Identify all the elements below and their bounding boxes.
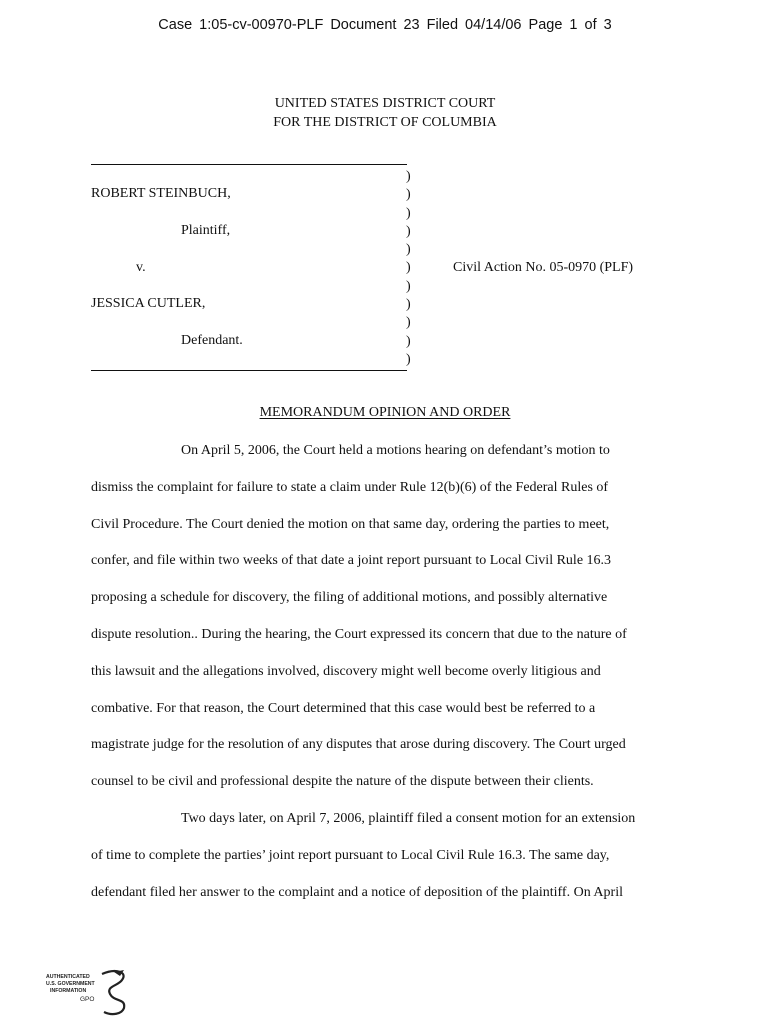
document-title-text: MEMORANDUM OPINION AND ORDER <box>259 405 511 420</box>
paragraph-line: counsel to be civil and professional despite the nature of the dispute between their clients. <box>91 774 594 790</box>
paragraph-line: of time to complete the parties’ joint report pursuant to Local Civil Rule 16.3. The same day, <box>91 847 610 863</box>
gpo-logo-mark: GPO <box>80 996 95 1003</box>
paragraph-line: Two days later, on April 7, 2006, plaintiff filed a consent motion for an extension <box>181 811 636 826</box>
caption-bottom-rule <box>91 370 407 371</box>
paragraph-line: this lawsuit and the allegations involved, discovery might well become overly litigious and <box>91 663 601 679</box>
paragraph-line: proposing a schedule for discovery, the filing of additional motions, and possibly alternative <box>91 590 608 606</box>
document-title <box>0 405 770 421</box>
paragraph-line: Civil Procedure. The Court denied the motion on that same day, ordering the parties to meet, <box>91 516 610 532</box>
paragraph-2 <box>91 801 681 911</box>
defendant-name: JESSICA CUTLER, <box>91 296 206 311</box>
gpo-authenticated-logo <box>44 968 134 1020</box>
paragraph-line: magistrate judge for the resolution of any disputes that arose during discovery. The Court urged <box>91 737 626 753</box>
paragraph-line: On April 5, 2006, the Court held a motions hearing on defendant’s motion to <box>181 443 610 458</box>
paragraph-line: combative. For that reason, the Court determined that this case would best be referred to a <box>91 700 596 716</box>
gpo-logo-line-3: INFORMATION <box>50 988 87 994</box>
paragraph-1 <box>91 433 681 801</box>
paragraph-line: defendant filed her answer to the complaint and a notice of deposition of the plaintiff. On April <box>91 884 623 900</box>
defendant-role: Defendant. <box>181 333 243 348</box>
gpo-logo-line-2: U.S. GOVERNMENT <box>46 981 95 987</box>
paragraph-line: dismiss the complaint for failure to state a claim under Rule 12(b)(6) of the Federal Rules of <box>91 479 609 495</box>
court-name-line-1: UNITED STATES DISTRICT COURT <box>274 96 496 111</box>
eagle-swoosh-icon <box>102 971 124 1014</box>
court-name-line-2: FOR THE DISTRICT OF COLUMBIA <box>273 115 497 130</box>
paragraph-line: dispute resolution.. During the hearing, the Court expressed its concern that due to the nature of <box>91 626 627 642</box>
caption-paren-column: ) ) ) ) ) ) ) ) ) ) ) <box>406 169 411 367</box>
plaintiff-name: ROBERT STEINBUCH, <box>91 186 231 201</box>
caption-top-rule <box>91 164 407 165</box>
paragraph-line: confer, and file within two weeks of that date a joint report pursuant to Local Civil Rule 16.3 <box>91 553 612 569</box>
civil-action-number: Civil Action No. 05-0970 (PLF) <box>453 260 634 275</box>
case-header-stamp: Case 1:05-cv-00970-PLF Document 23 Filed 04/14/06 Page 1 of 3 <box>158 17 612 33</box>
plaintiff-role: Plaintiff, <box>181 223 231 238</box>
versus-label: v. <box>136 260 146 275</box>
gpo-logo-line-1: AUTHENTICATED <box>46 974 90 980</box>
